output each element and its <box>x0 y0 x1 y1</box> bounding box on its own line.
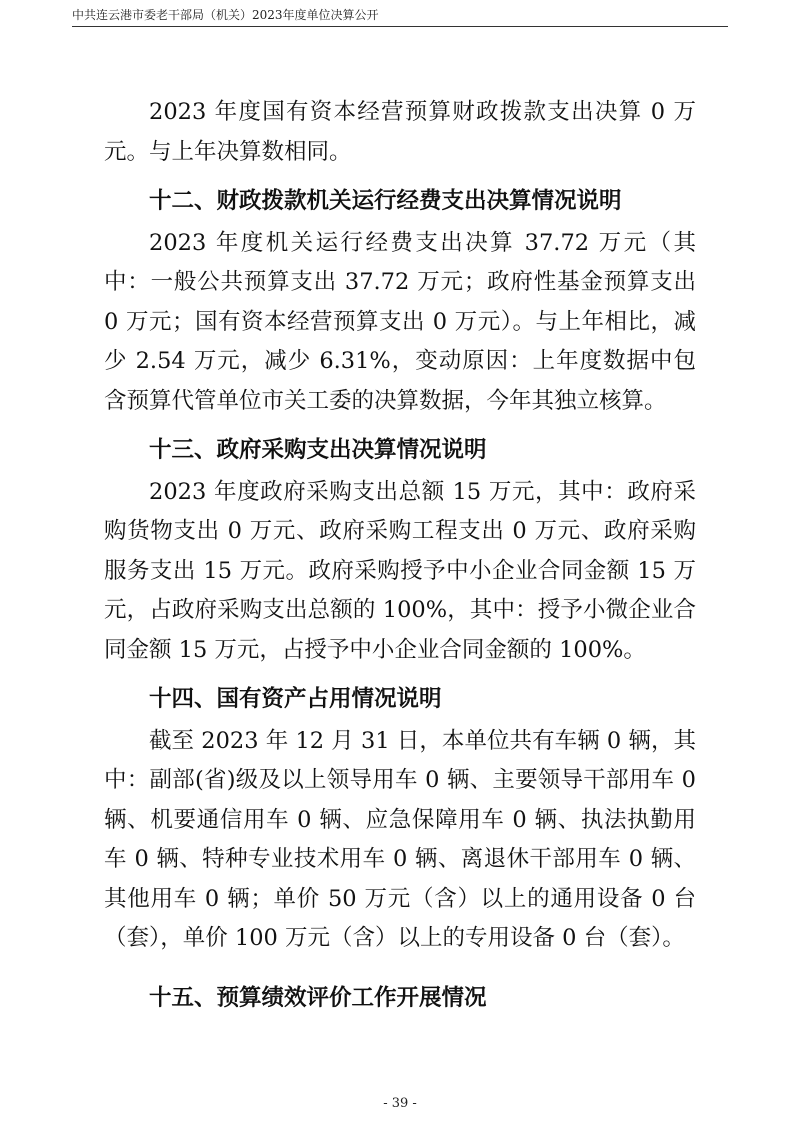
header-divider <box>72 26 728 27</box>
intro-paragraph: 2023 年度国有资本经营预算财政拨款支出决算 0 万元。与上年决算数相同。 <box>104 99 696 165</box>
section-text-14: 截至 2023 年 12 月 31 日，本单位共有车辆 0 辆，其中：副部(省)级及以上领导用车 0 辆、主要领导干部用车 0 辆、机要通信用车 0 辆、应急保障用车 0 辆、执法执勤用车 0 辆、特种专业技术用车 0 辆、离退休干部用车 0 辆、其他用车 0 辆；单价 50 万元（含）以上的通用设备 0 台（套），单价 100 万元（含）以上的专用设备 0 台（套）。 <box>104 727 696 951</box>
section-heading-13: 十三、政府采购支出决算情况说明 <box>149 437 487 463</box>
page-header: 中共连云港市委老干部局（机关）2023年度单位决算公开 <box>72 8 379 22</box>
section-text-12: 2023 年度机关运行经费支出决算 37.72 万元（其中：一般公共预算支出 37.72 万元；政府性基金预算支出 0 万元；国有资本经营预算支出 0 万元）。与上年相比，减少 2.54 万元，减少 6.31%，变动原因：上年度数据中包含预算代管单位市关工委的决算数据，今年其独立核算。 <box>104 229 696 414</box>
section-heading-15: 十五、预算绩效评价工作开展情况 <box>149 984 487 1011</box>
section-heading-12: 十二、财政拨款机关运行经费支出决算情况说明 <box>149 188 622 214</box>
page-number: - 39 - <box>383 1096 417 1111</box>
document-body <box>104 93 696 1018</box>
section-heading-14: 十四、国有资产占用情况说明 <box>149 686 442 712</box>
section-text-13: 2023 年度政府采购支出总额 15 万元，其中：政府采购货物支出 0 万元、政府采购工程支出 0 万元、政府采购服务支出 15 万元。政府采购授予中小企业合同金额 15 万元，占政府采购支出总额的 100%，其中：授予小微企业合同金额 15 万元，占授予中小企业合同金额的 100%。 <box>104 478 696 663</box>
